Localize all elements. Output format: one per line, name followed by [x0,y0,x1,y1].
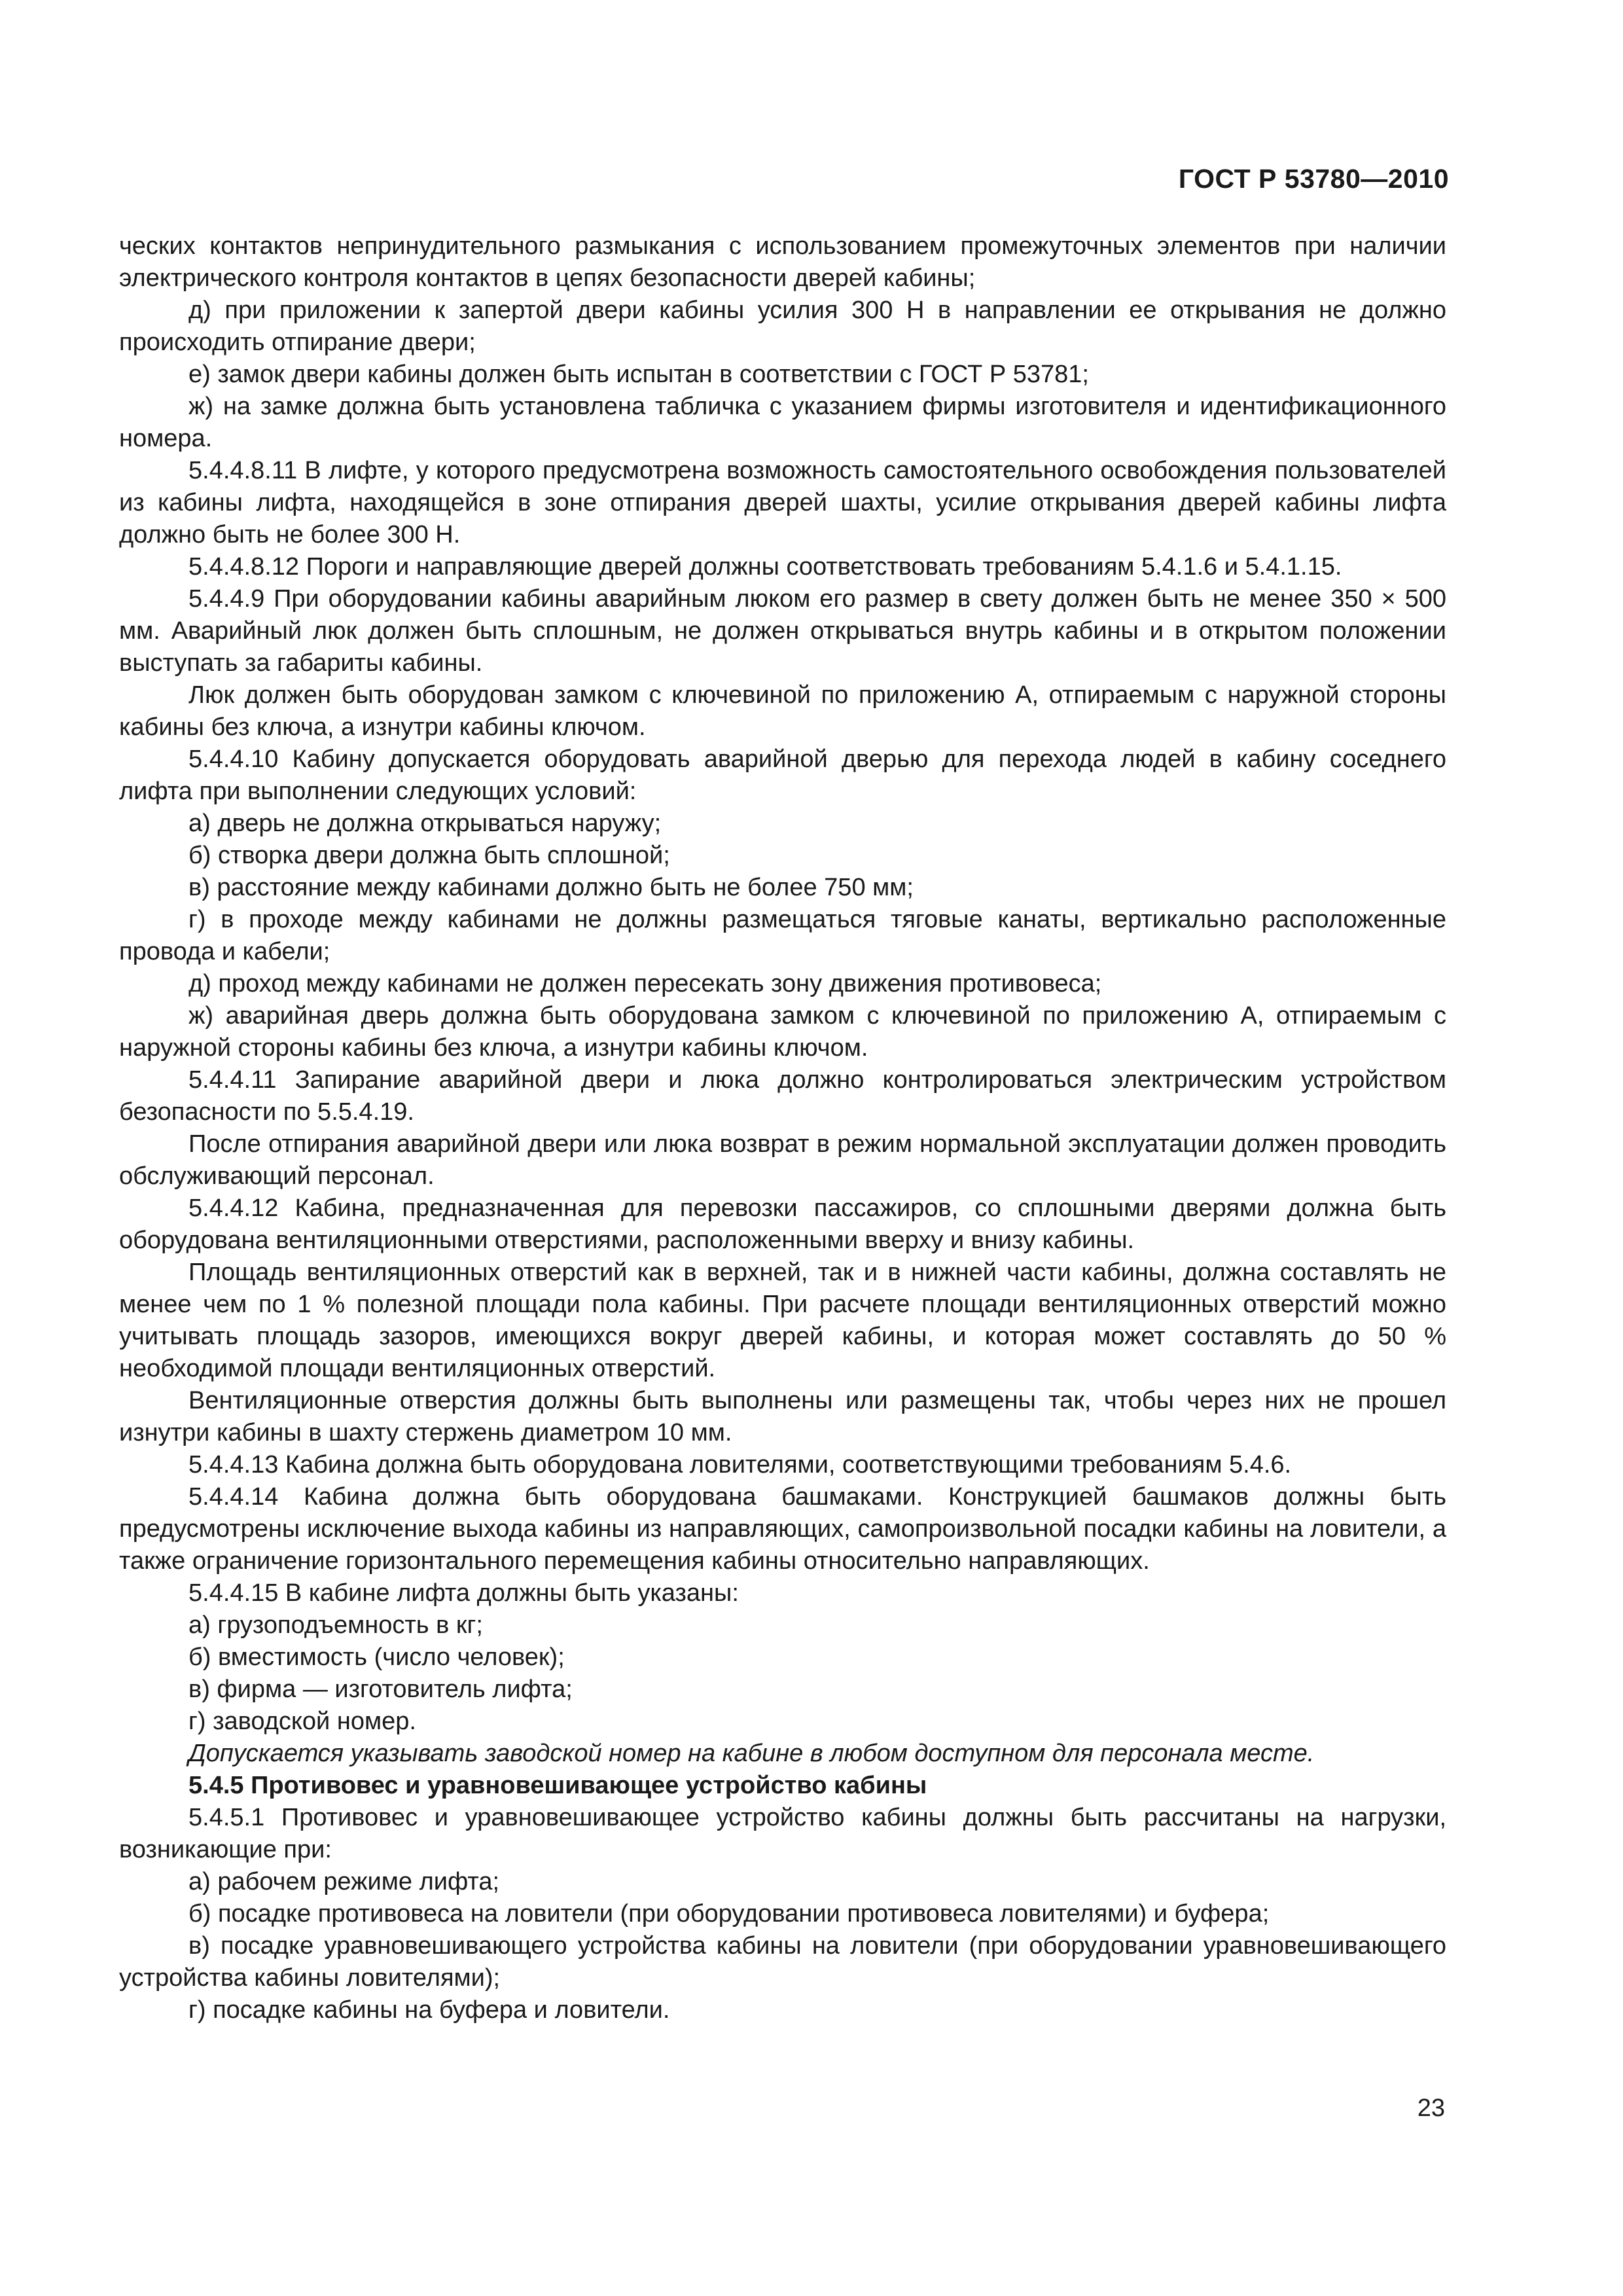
paragraph: 5.4.4.15 В кабине лифта должны быть указаны: [188,1579,739,1607]
paragraph: г) заводской номер. [188,1708,416,1735]
paragraph: 5.4.4.8.11 В лифте, у которого предусмотрена возможность самостоятельного освобождения пользователей из кабины лифта, находящейся в зоне отпирания дверей шахты, усилие открывания дверей кабины лифта должно быть не более 300 Н. [119,457,1446,548]
paragraph: 5.4.5.1 Противовес и уравновешивающее устройство кабины должны быть рассчитаны на нагрузки, возникающие при: [119,1804,1446,1863]
paragraph: д) проход между кабинами не должен пересекать зону движения противовеса; [188,970,1102,997]
paragraph: б) посадке противовеса на ловители (при оборудовании противовеса ловителями) и буфера; [188,1900,1270,1928]
paragraph: в) расстояние между кабинами должно быть не более 750 мм; [188,874,914,901]
note-paragraph: Допускается указывать заводской номер на кабине в любом доступном для персонала месте. [188,1740,1315,1767]
paragraph: а) рабочем режиме лифта; [188,1868,500,1895]
paragraph: 5.4.4.13 Кабина должна быть оборудована ловителями, соответствующими требованиям 5.4.6. [188,1451,1292,1479]
paragraph: а) грузоподъемность в кг; [188,1611,483,1639]
paragraph: е) замок двери кабины должен быть испытан в соответствии с ГОСТ Р 53781; [188,361,1089,388]
paragraph: 5.4.4.8.12 Пороги и направляющие дверей должны соответствовать требованиям 5.4.1.6 и 5.4.1.15. [188,553,1342,581]
paragraph: ж) на замке должна быть установлена табличка с указанием фирмы изготовителя и идентификационного номера. [119,393,1446,452]
paragraph: ческих контактов непринудительного размыкания с использованием промежуточных элементов при наличии электрического контроля контактов в цепях безопасности дверей кабины; [119,232,1446,292]
paragraph: д) при приложении к запертой двери кабины усилия 300 Н в направлении ее открывания не должно происходить отпирание двери; [119,296,1446,356]
paragraph: г) посадке кабины на буфера и ловители. [188,1996,670,2024]
paragraph: а) дверь не должна открываться наружу; [188,810,662,837]
paragraph: 5.4.4.12 Кабина, предназначенная для перевозки пассажиров, со сплошными дверями должна быть оборудована вентиляционными отверстиями, расположенными вверху и внизу кабины. [119,1194,1446,1254]
paragraph: 5.4.4.9 При оборудовании кабины аварийным люком его размер в свету должен быть не менее 350 × 500 мм. Аварийный люк должен быть сплошным, не должен открываться внутрь кабины и в открытом положении выступать за габариты кабины. [119,585,1446,677]
paragraph: Вентиляционные отверстия должны быть выполнены или размещены так, чтобы через них не прошел изнутри кабины в шахту стержень диаметром 10 мм. [119,1387,1446,1446]
paragraph: После отпирания аварийной двери или люка возврат в режим нормальной эксплуатации должен проводить обслуживающий персонал. [119,1130,1446,1190]
paragraph: 5.4.4.14 Кабина должна быть оборудована башмаками. Конструкцией башмаков должны быть предусмотрены исключение выхода кабины из направляющих, самопроизвольной посадки кабины на ловители, а также ограничение горизонтального перемещения кабины относительно направляющих. [119,1483,1446,1575]
paragraph: ж) аварийная дверь должна быть оборудована замком с ключевиной по приложению А, отпираемым с наружной стороны кабины без ключа, а изнутри кабины ключом. [119,1002,1446,1062]
paragraph: 5.4.4.11 Запирание аварийной двери и люка должно контролироваться электрическим устройством безопасности по 5.5.4.19. [119,1066,1446,1126]
page-number: 23 [1417,2094,1445,2122]
paragraph: г) в проходе между кабинами не должны размещаться тяговые канаты, вертикально расположенные провода и кабели; [119,906,1446,965]
paragraph: Люк должен быть оборудован замком с ключевиной по приложению А, отпираемым с наружной стороны кабины без ключа, а изнутри кабины ключом. [119,681,1446,741]
document-header: ГОСТ Р 53780—2010 [1178,164,1449,194]
paragraph: б) вместимость (число человек); [188,1643,565,1671]
document-body [119,230,1446,2026]
paragraph: 5.4.4.10 Кабину допускается оборудовать аварийной дверью для перехода людей в кабину соседнего лифта при выполнении следующих условий: [119,745,1446,805]
paragraph: в) посадке уравновешивающего устройства кабины на ловители (при оборудовании уравновешивающего устройства кабины ловителями); [119,1932,1446,1992]
paragraph: б) створка двери должна быть сплошной; [188,842,670,869]
paragraph: Площадь вентиляционных отверстий как в верхней, так и в нижней части кабины, должна составлять не менее чем по 1 % полезной площади пола кабины. При расчете площади вентиляционных отверстий можно учитывать площадь зазоров, имеющихся вокруг дверей кабины, и которая может составлять до 50 % необходимой площади вентиляционных отверстий. [119,1259,1446,1382]
paragraph: в) фирма — изготовитель лифта; [188,1676,573,1703]
section-heading: 5.4.5 Противовес и уравновешивающее устройство кабины [188,1772,927,1799]
